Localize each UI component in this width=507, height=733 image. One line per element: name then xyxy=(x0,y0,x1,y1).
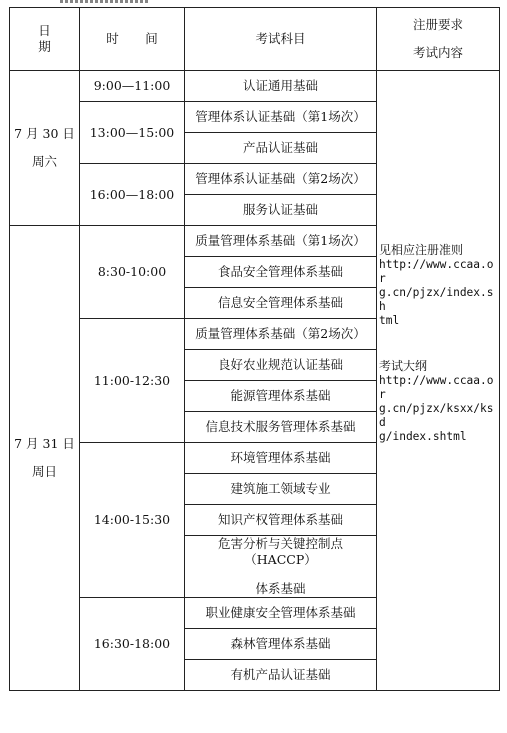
subject-cell: 建筑施工领域专业 xyxy=(185,474,377,505)
subject-cell: 信息技术服务管理体系基础 xyxy=(185,412,377,443)
header-date: 日 期 xyxy=(10,8,80,71)
subject-cell: 食品安全管理体系基础 xyxy=(185,257,377,288)
subject-cell: 管理体系认证基础（第1场次） xyxy=(185,102,377,133)
subject-cell: 质量管理体系基础（第1场次） xyxy=(185,226,377,257)
time-cell: 16:00—18:00 xyxy=(80,164,185,226)
subject-cell: 质量管理体系基础（第2场次） xyxy=(185,319,377,350)
subject-cell: 认证通用基础 xyxy=(185,71,377,102)
subject-cell: 知识产权管理体系基础 xyxy=(185,505,377,536)
time-cell: 11:00-12:30 xyxy=(80,319,185,443)
header-requirements xyxy=(377,8,500,71)
header-subject: 考试科目 xyxy=(185,8,377,71)
req-line1: 见相应注册准则 xyxy=(379,243,464,257)
subject-cell: 良好农业规范认证基础 xyxy=(185,350,377,381)
subject-cell: 森林管理体系基础 xyxy=(185,629,377,660)
subject-cell: 职业健康安全管理体系基础 xyxy=(185,598,377,629)
subject-line: 体系基础 xyxy=(255,581,306,597)
subject-cell: 信息安全管理体系基础 xyxy=(185,288,377,319)
subject-cell: 管理体系认证基础（第2场次） xyxy=(185,164,377,195)
time-cell: 13:00—15:00 xyxy=(80,102,185,164)
table-row xyxy=(10,71,500,102)
subject-line: 危害分析与关键控制点（HACCP） xyxy=(217,536,343,567)
header-req-line1: 注册要求 xyxy=(412,17,463,33)
url2-part-b: g.cn/pjzx/ksxx/ksd xyxy=(379,402,494,429)
time-cell: 14:00-15:30 xyxy=(80,443,185,598)
cut-off-header-text xyxy=(60,0,150,3)
time-cell: 16:30-18:00 xyxy=(80,598,185,691)
subject-cell: 服务认证基础 xyxy=(185,195,377,226)
url2-part-a: http://www.ccaa.or xyxy=(379,374,494,401)
url2-part-c: g/index.shtml xyxy=(379,430,467,443)
subject-cell: 有机产品认证基础 xyxy=(185,660,377,691)
req-line2: 考试大纲 xyxy=(379,359,428,373)
day2-date-cell xyxy=(10,226,80,691)
exam-schedule-table xyxy=(9,7,500,691)
day1-date: 7 月 30 日 xyxy=(14,126,75,142)
time-cell: 9:00—11:00 xyxy=(80,71,185,102)
subject-cell: 环境管理体系基础 xyxy=(185,443,377,474)
day2-date: 7 月 31 日 xyxy=(14,436,75,452)
subject-cell xyxy=(185,536,377,598)
day2-weekday: 周日 xyxy=(31,464,57,479)
day1-weekday: 周六 xyxy=(31,154,57,169)
header-time: 时 间 xyxy=(80,8,185,71)
url1-part-b: g.cn/pjzx/index.sh xyxy=(379,286,494,313)
header-row xyxy=(10,8,500,71)
requirements-cell xyxy=(377,71,500,691)
time-cell: 8:30-10:00 xyxy=(80,226,185,319)
url1-part-c: tml xyxy=(379,314,400,327)
subject-cell: 产品认证基础 xyxy=(185,133,377,164)
header-req-line2: 考试内容 xyxy=(412,45,463,60)
subject-cell: 能源管理体系基础 xyxy=(185,381,377,412)
url1-part-a: http://www.ccaa.or xyxy=(379,258,494,285)
day1-date-cell xyxy=(10,71,80,226)
